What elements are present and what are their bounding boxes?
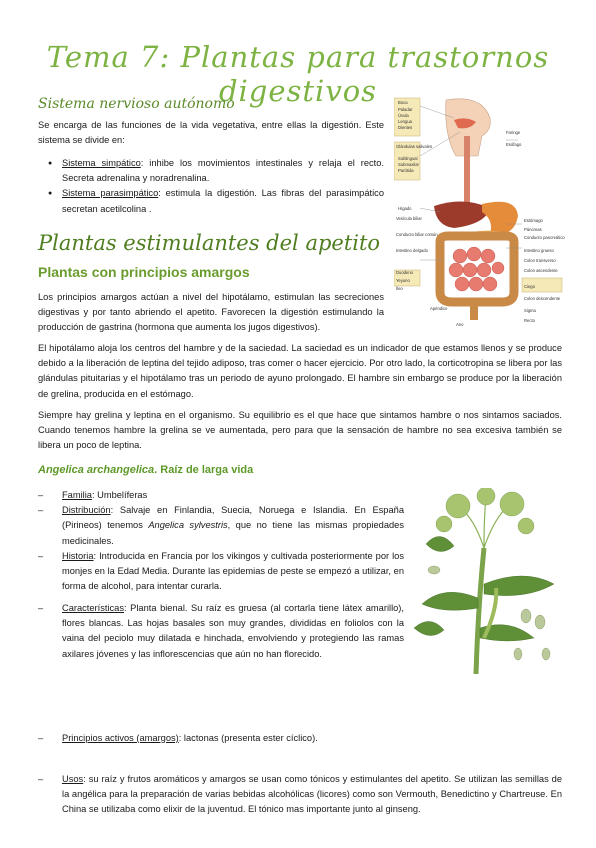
label-submaxilar: Submaxilar (398, 162, 419, 167)
item-text: : Salvaje en Finlandia, Suecia, Noruega e Islandia. En España (Pirineos) tenemos (62, 505, 404, 531)
list-item-usos (38, 772, 562, 818)
label-dientes: Dientes (398, 125, 413, 130)
section-heading-estimulantes: Plantas estimulantes del apetito (38, 231, 381, 255)
label-boca: Boca (398, 100, 408, 105)
label-faringe: Faringe (506, 130, 521, 135)
label-pancreas: Páncreas (524, 227, 542, 232)
item-text: : estimula la digestión. Las fibras del parasimpático secretan acetilcolina . (62, 188, 384, 214)
label-higado: Hígado (398, 206, 412, 211)
section-heading-sistema-nervioso: Sistema nervioso autónomo (38, 96, 235, 112)
label-parotida: Parótida (398, 168, 414, 173)
term: Principios activos (amargos) (62, 732, 179, 743)
label-uvula: Úvula (398, 113, 409, 118)
label-yeyuno: Yeyuno (396, 278, 410, 283)
item-text: : Umbelíferas (91, 490, 148, 500)
label-colon-transverso: Colon transverso (524, 258, 556, 263)
label-apendice: Apéndice (430, 306, 448, 311)
list-item-distribucion (38, 503, 404, 549)
angelica-list-top (38, 488, 404, 594)
digestive-system-diagram (394, 96, 566, 328)
term: Historia (62, 550, 94, 561)
label-intestino-delgado: Intestino delgado (396, 248, 428, 253)
angelica-heading (38, 464, 253, 476)
list-item-familia (38, 488, 404, 503)
label-duodeno: Duodeno (396, 270, 413, 275)
term: Sistema parasimpático (62, 188, 159, 199)
list-item-caracteristicas (38, 601, 404, 662)
label-paladar: Paladar (398, 107, 413, 112)
label-ano: Ano (456, 322, 464, 327)
list-item (38, 186, 384, 216)
label-esofago: Esófago (506, 142, 522, 147)
page-title: Tema 7: Plantas para trastornos digestivos (46, 40, 550, 108)
label-recto: Recto (524, 318, 535, 323)
term: Usos (62, 774, 84, 785)
label-conducto-pancreatico: Conducto pancreático (524, 235, 565, 240)
label-colon-descendente: Colon descendente (524, 296, 561, 301)
angelica-illustration (414, 488, 562, 674)
item-text: : lactonas (presenta ester cíclico). (178, 732, 318, 743)
angelica-subtitle: . Raíz de larga vida (154, 464, 254, 476)
species-name: Angelica sylvestris (148, 520, 228, 531)
label-colon-ascendente: Colon ascendente (524, 268, 558, 273)
paragraph-hipotalamo: El hipotálamo aloja los centros del hambre y de la saciedad. La saciedad es un indicador de que estamos llenos y se produce debido a la liberación de leptina del tejido adiposo, tras comer o hacer ejercicio. Por otro lado, la corticotropina se libera por las glándulas pituitarias y el hipotálamo tras un periodo de ayuno prolongado. El hambre sin embargo se produce por la liberación de grelina, producida en el estómago. (38, 343, 562, 399)
label-ileo: Íleo (396, 286, 403, 291)
label-ciego: Ciego (524, 284, 535, 289)
label-intestino-grueso: Intestino grueso (524, 248, 554, 253)
item-text: : Introducida en Francia por los vikingos y cultivada posteriormente por los monjes en la Edad Media. Durante las epidemias de peste se empezó a utilizar, en forma de alcohol, para intentar curarla. (62, 550, 404, 592)
sistema-intro: Se encarga de las funciones de la vida vegetativa, entre ellas la digestión. Este sistema se divide en: (38, 120, 384, 146)
term: Características (62, 603, 124, 613)
list-item-historia (38, 549, 404, 595)
item-text: : Planta bienal. Su raíz es gruesa (al cortarla tiene látex amarillo), flores blancas. Las hojas basales son muy grandes, divididas en foliolos con la vaina del peciolo muy dilatada e hinchada, envolviendo y protegiendo las ramas axilares jóvenes y las inflorescencias que aún no han florecido. (62, 603, 404, 659)
sistema-list (38, 156, 384, 217)
list-item (38, 156, 384, 186)
term: Sistema simpático (62, 158, 141, 168)
label-lengua: Lengua (398, 119, 412, 124)
label-sublingual: Sublingual (398, 156, 418, 161)
item-text: , que no tiene las mismas propiedades medicinales. (62, 520, 404, 546)
item-text: : inhibe los movimientos intestinales y relaja el recto. Secreta adrenalina y noradrenalina. (62, 158, 385, 184)
subheading-principios-amargos: Plantas con principios amargos (38, 264, 250, 280)
item-text: : su raíz y frutos aromáticos y amargos se usan como tónicos y estimulantes del apetito. Se utilizan las semillas de la angélica para la preparación de varias bebidas alcohólicas (licores) como son Vermouth, Benedictino y Chartreuse. En China se utilizaba como elixir de la juventud. El tónico mas importante junto al ginseng. (62, 774, 562, 815)
label-glandulas: Glándulas salivales (396, 144, 433, 149)
label-sigma: Sigma (524, 308, 536, 313)
term: Distribución (62, 505, 111, 516)
label-vesicula: Vesícula biliar (396, 216, 422, 221)
label-estomago: Estómago (524, 218, 543, 223)
paragraph-principios: Los principios amargos actúan a nivel del hipotálamo, estimulan las secreciones digestivas y por tanto abriendo el apetito. Favorecen la digestión estimulando la producción de gastrina (hormona que aumenta los jugos digestivos). (38, 292, 384, 333)
label-conducto-biliar: Conducto biliar común (396, 232, 438, 237)
paragraph-grelina: Siempre hay grelina y leptina en el organismo. Su equilibrio es el que hace que sintamos hambre o nos sintamos saciados. Cuando tenemos hambre la grelina se ve aumentada, pero para que la sensación de hambre no sea excesiva también se libera un poco de leptina. (38, 410, 562, 451)
angelica-name: Angelica archangelica (38, 464, 155, 476)
term: Familia (62, 490, 92, 500)
list-item-principios (38, 731, 404, 746)
